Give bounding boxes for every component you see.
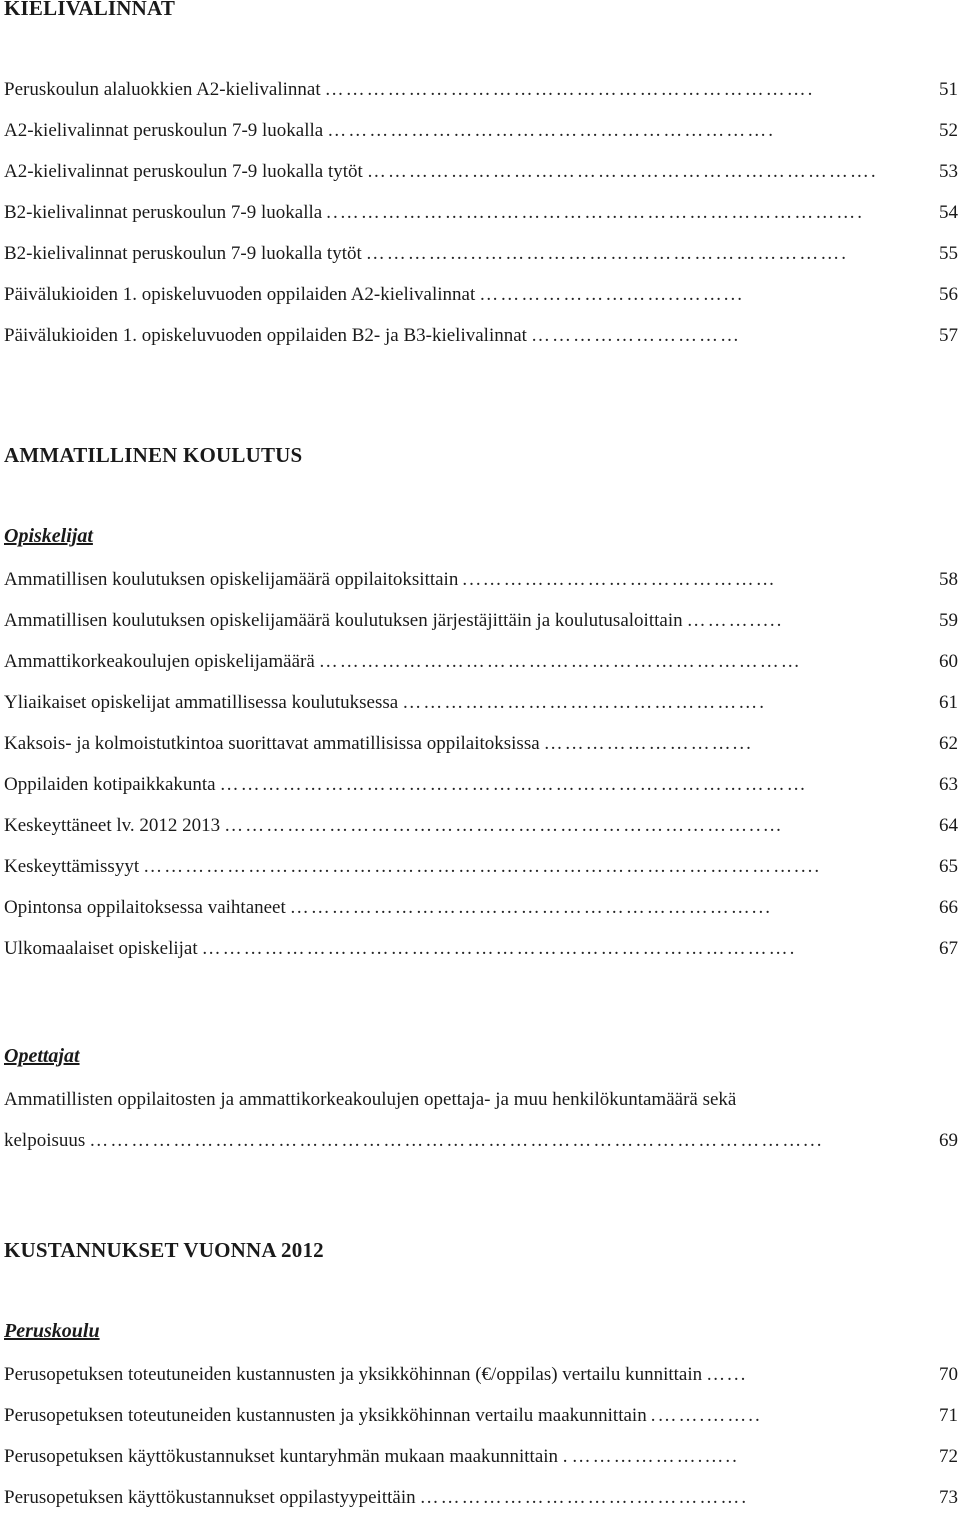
toc-entry <box>4 606 958 636</box>
toc-entry-leader: ……………..……………………………………………. <box>365 243 849 264</box>
toc-entry-leader: …………………………………………………………………………………………... <box>89 1130 824 1151</box>
toc-entry-page: 73 <box>939 1487 958 1508</box>
toc-entry-page: 54 <box>939 202 958 223</box>
toc-entry-leader: …………………………………………………………... <box>289 897 773 918</box>
toc-entry-title: Keskeyttämissyyt <box>4 856 140 877</box>
toc-entry-title: Ammatillisen koulutuksen opiskelijamäärä koulutuksen järjestäjittäin ja koulutusaloittain <box>4 610 683 631</box>
toc-entry-title: Yliaikaiset opiskelijat ammatillisessa koulutuksessa <box>4 692 399 713</box>
toc-entry-title: Ammatillisen koulutuksen opiskelijamäärä oppilaitoksittain <box>4 569 459 590</box>
toc-entry-leader: …... <box>706 1364 748 1385</box>
toc-entry-title: A2-kielivalinnat peruskoulun 7-9 luokalla tytöt <box>4 161 363 182</box>
toc-entry <box>4 893 958 923</box>
section-heading-kielivalinnat: KIELIVALINNAT <box>4 0 176 20</box>
toc-entry-leader: ………………………..……... <box>479 284 744 305</box>
toc-entry-leader: …………………………………………………………………..… <box>224 815 784 836</box>
toc-entry-first-line: Ammatillisten oppilaitosten ja ammattikorkeakoulujen opettaja- ja muu henkilökuntamäärä sekä <box>4 1089 737 1110</box>
toc-entry-title: Perusopetuksen toteutuneiden kustannusten ja yksikköhinnan vertailu maakunnittain <box>4 1405 647 1426</box>
toc-entry-title: Perusopetuksen käyttökustannukset kuntaryhmän mukaan maakunnittain . <box>4 1446 568 1467</box>
toc-entry <box>4 116 958 146</box>
toc-entry-page: 57 <box>939 325 958 346</box>
toc-entry-leader: ………………………….……………. <box>419 1487 749 1508</box>
toc-entry-leader: ……………………………………………………………. <box>324 79 815 100</box>
subheading-opettajat: Opettajat <box>4 1045 80 1067</box>
toc-entry <box>4 934 958 964</box>
toc-entry <box>4 1126 958 1156</box>
toc-entry <box>4 157 958 187</box>
toc-entry-leader: .…….…….. <box>650 1405 762 1426</box>
toc-entry-title: A2-kielivalinnat peruskoulun 7-9 luokalla <box>4 120 324 141</box>
toc-entry-page: 51 <box>939 79 958 100</box>
toc-entry-leader: ………………………………………………………………………… <box>219 774 808 795</box>
toc-entry-leader: …………………………………………………………… <box>318 651 802 672</box>
toc-entry-leader: ………………………………………………………. <box>327 120 775 141</box>
toc-entry-page: 65 <box>939 856 958 877</box>
toc-entry-leader: ……………………………………………. <box>402 692 766 713</box>
toc-entry-page: 55 <box>939 243 958 264</box>
subheading-peruskoulu: Peruskoulu <box>4 1320 100 1342</box>
toc-entry-title: Päivälukioiden 1. opiskeluvuoden oppilaiden A2-kielivalinnat <box>4 284 476 305</box>
toc-entry-leader: ………………………… <box>530 325 741 346</box>
toc-entry-page: 52 <box>939 120 958 141</box>
toc-entry-title: Opintonsa oppilaitoksessa vaihtaneet <box>4 897 286 918</box>
toc-entry-title: Oppilaiden kotipaikkakunta <box>4 774 216 795</box>
section-heading-kustannukset: KUSTANNUKSET VUONNA 2012 <box>4 1238 324 1262</box>
toc-entry-title: Perusopetuksen käyttökustannukset oppilastyypeittäin <box>4 1487 416 1508</box>
toc-entry-page: 64 <box>939 815 958 836</box>
toc-entry-page: 63 <box>939 774 958 795</box>
toc-entry <box>4 729 958 759</box>
toc-entry-title: Päivälukioiden 1. opiskeluvuoden oppilaiden B2- ja B3-kielivalinnat <box>4 325 527 346</box>
toc-entry-leader: ………………………... <box>543 733 753 754</box>
toc-entry-page: 69 <box>939 1130 958 1151</box>
toc-entry-page: 62 <box>939 733 958 754</box>
toc-entry-page: 66 <box>939 897 958 918</box>
toc-entry-leader: ………..... <box>686 610 784 631</box>
toc-entry-page: 60 <box>939 651 958 672</box>
toc-entry-leader: ………………………………………………………………………………….... <box>143 856 822 877</box>
toc-entry <box>4 852 958 882</box>
toc-entry-page: 67 <box>939 938 958 959</box>
toc-entry <box>4 321 958 351</box>
toc-entry-page: 70 <box>939 1364 958 1385</box>
toc-entry-page: 59 <box>939 610 958 631</box>
toc-entry <box>4 239 958 269</box>
toc-entry <box>4 1442 958 1472</box>
toc-entry-page: 56 <box>939 284 958 305</box>
section-heading-ammatillinen: AMMATILLINEN KOULUTUS <box>4 443 303 467</box>
toc-entry-title: Kaksois- ja kolmoistutkintoa suorittavat ammatillisissa oppilaitoksissa <box>4 733 540 754</box>
toc-entry-page: 58 <box>939 569 958 590</box>
toc-entry <box>4 198 958 228</box>
toc-entry <box>4 1401 958 1431</box>
toc-entry-title: B2-kielivalinnat peruskoulun 7-9 luokalla <box>4 202 323 223</box>
toc-entry-title: Ulkomaalaiset opiskelijat <box>4 938 198 959</box>
toc-entry-title: B2-kielivalinnat peruskoulun 7-9 luokalla tytöt <box>4 243 362 264</box>
toc-entry-leader: ………………………………………………………………. <box>366 161 878 182</box>
toc-entry <box>4 280 958 310</box>
toc-entry <box>4 1360 958 1390</box>
toc-entry-page: 53 <box>939 161 958 182</box>
toc-entry <box>4 75 958 105</box>
toc-entry-title: Perusopetuksen toteutuneiden kustannusten ja yksikköhinnan (€/oppilas) vertailu kunnittain <box>4 1364 703 1385</box>
toc-entry-leader: ...…………………………………… <box>462 569 777 590</box>
toc-entry <box>4 688 958 718</box>
toc-entry-title: Peruskoulun alaluokkien A2-kielivalinnat <box>4 79 321 100</box>
toc-entry-leader: …………………………………………………………………………. <box>201 938 797 959</box>
subheading-opiskelijat: Opiskelijat <box>4 525 93 547</box>
toc-entry <box>4 811 958 841</box>
toc-entry-page: 71 <box>939 1405 958 1426</box>
toc-entry-title: Keskeyttäneet lv. 2012 2013 <box>4 815 221 836</box>
toc-entry <box>4 647 958 677</box>
toc-entry-page: 72 <box>939 1446 958 1467</box>
toc-entry-leader: ..…………………..……………………………………………. <box>326 202 864 223</box>
toc-entry-title: Ammattikorkeakoulujen opiskelijamäärä <box>4 651 315 672</box>
toc-entry-title: kelpoisuus <box>4 1130 86 1151</box>
toc-entry <box>4 1483 958 1513</box>
toc-entry <box>4 770 958 800</box>
toc-entry <box>4 565 958 595</box>
toc-entry-page: 61 <box>939 692 958 713</box>
toc-entry-leader: ……………….….. <box>571 1446 739 1467</box>
